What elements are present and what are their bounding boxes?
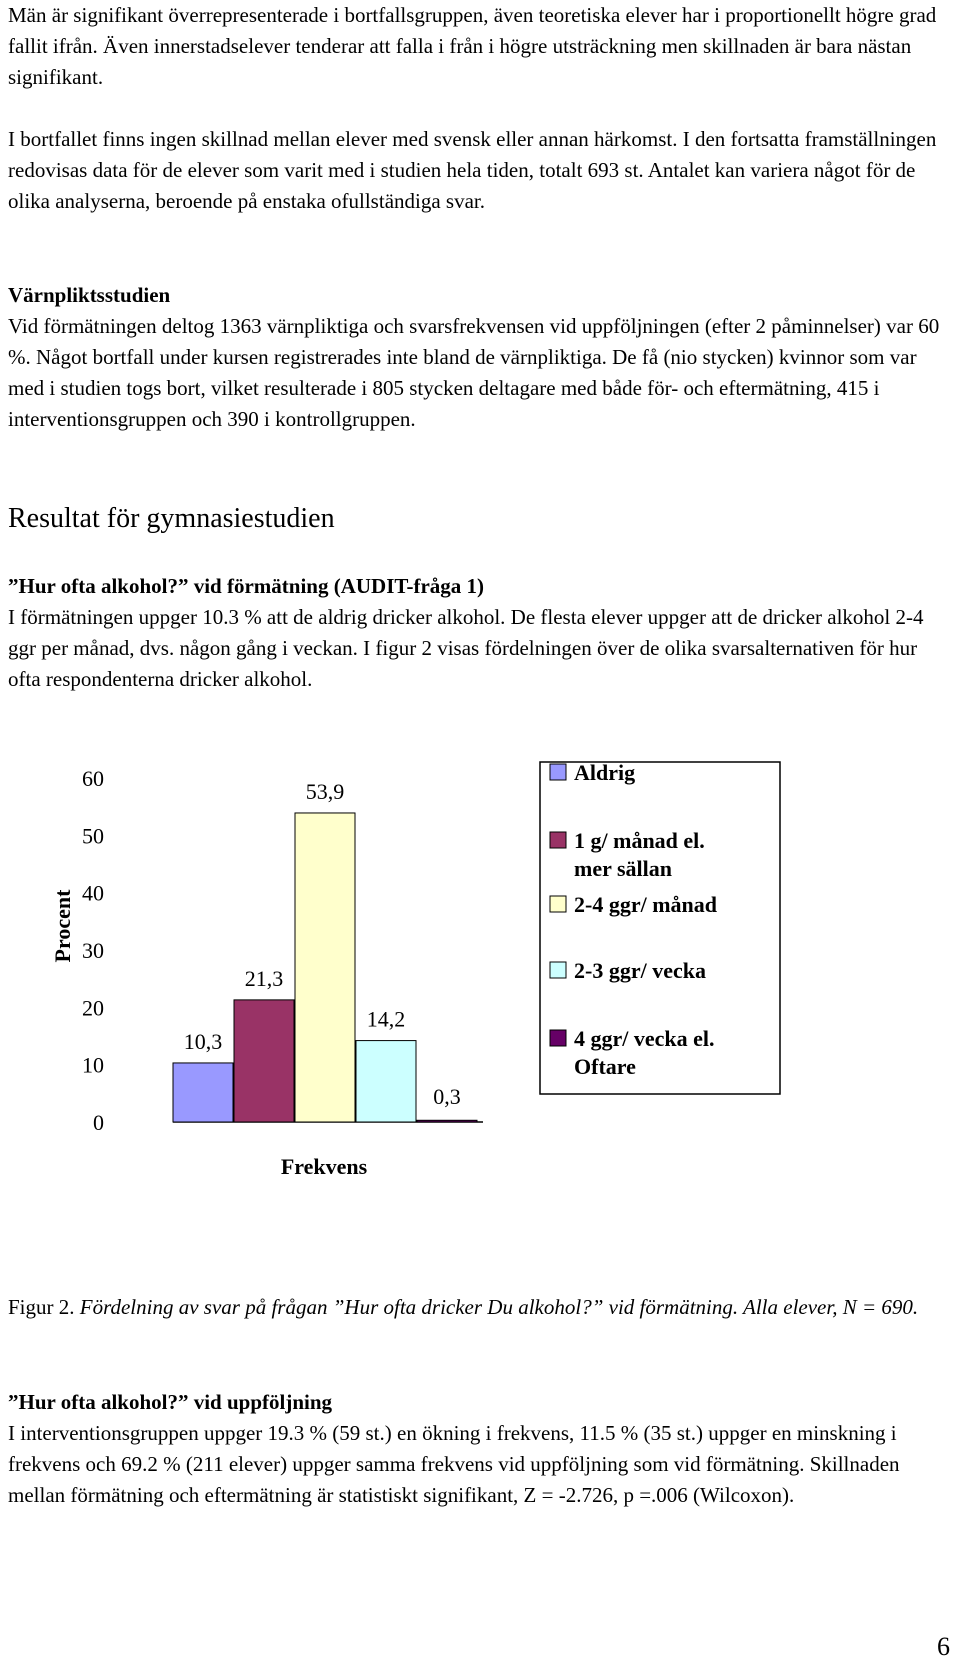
data-label: 14,2 [366, 1006, 406, 1032]
bar [295, 813, 355, 1122]
y-axis-label: Procent [50, 889, 75, 963]
legend-label: 2-4 ggr/ månad [574, 892, 717, 917]
paragraph-uppfoljning: I interventionsgruppen uppger 19.3 % (59 st.) en ökning i frekvens, 11.5 % (35 st.) uppger en minskning i frekvens och 69.2 % (211 elever) uppger samma frekvens vid uppföljning som vid förmätning. Skillnaden mellan förmätning och eftermätning är statistiskt signifikant, Z = -2.726, p =.006 (Wilcoxon). [8, 1421, 900, 1507]
legend-label: 2-3 ggr/ vecka [574, 958, 706, 983]
bar-chart [8, 750, 828, 1250]
legend-label: 4 ggr/ vecka el. Oftare [574, 1026, 715, 1079]
chart-bars [173, 779, 477, 1122]
y-tick-label: 30 [82, 938, 104, 963]
legend-label: 1 g/ månad el. mer sällan [574, 828, 705, 881]
legend-swatch [550, 1030, 566, 1046]
bar [234, 1000, 294, 1122]
heading-hur-ofta-formatning: ”Hur ofta alkohol?” vid förmätning (AUDIT-fråga 1) [8, 574, 485, 598]
y-tick-label: 60 [82, 766, 104, 791]
data-label: 21,3 [244, 965, 284, 991]
y-tick-label: 10 [82, 1052, 104, 1078]
legend-swatch [550, 764, 566, 780]
heading-varnpliktsstudien: Värnpliktsstudien [8, 283, 171, 307]
chart-legend [540, 760, 780, 1094]
data-label: 0,3 [433, 1084, 461, 1109]
bar [356, 1041, 416, 1122]
page-number: 6 [937, 1632, 950, 1661]
legend-swatch [550, 962, 566, 978]
section-title-resultat: Resultat för gymnasiestudien [8, 503, 335, 534]
y-tick-label: 50 [82, 823, 104, 849]
data-label: 53,9 [305, 778, 345, 804]
heading-hur-ofta-uppfoljning: ”Hur ofta alkohol?” vid uppföljning [8, 1390, 333, 1414]
paragraph-bortfall: I bortfallet finns ingen skillnad mellan elever med svensk eller annan härkomst. I den fortsatta framställningen redovisas data för de elever som varit med i studien hela tiden, totalt 693 st. Antalet kan variera något för de olika analyserna, beroende på enstaka ofullständiga svar. [8, 127, 937, 213]
legend-swatch [550, 896, 566, 912]
figure-caption [8, 1292, 918, 1323]
paragraph-varnplikt: Vid förmätningen deltog 1363 värnpliktiga och svarsfrekvensen vid uppföljningen (efter 2 påminnelser) var 60 %. Något bortfall under kursen registrerades inte bland de värnpliktiga. De få (nio stycken) kvinnor som var med i studien togs bort, vilket resulterade i 805 stycken deltagare med både för- och eftermätning, 415 i interventionsgruppen och 390 i kontrollgruppen. [8, 314, 940, 431]
x-axis-label: Frekvens [280, 1154, 368, 1179]
paragraph-intro: Män är signifikant överrepresenterade i bortfallsgruppen, även teoretiska elever har i proportionellt högre grad fallit ifrån. Även innerstadselever tenderar att falla i från i högre utsträckning men skillnaden är bara nästan signifikant. [8, 3, 937, 89]
figure-caption-lead: Figur 2. [8, 1295, 75, 1319]
bar [173, 1063, 233, 1122]
legend-label: Aldrig [574, 760, 636, 785]
y-tick-label: 20 [82, 995, 104, 1021]
bar [417, 1120, 477, 1122]
data-label: 10,3 [183, 1028, 223, 1054]
legend-swatch [550, 832, 566, 848]
figure-caption-text: Fördelning av svar på frågan ”Hur ofta dricker Du alkohol?” vid förmätning. Alla elever, N = 690. [74, 1295, 919, 1319]
paragraph-formatning: I förmätningen uppger 10.3 % att de aldrig dricker alkohol. De flesta elever uppger att de dricker alkohol 2-4 ggr per månad, dvs. någon gång i veckan. I figur 2 visas fördelningen över de olika svarsalternativen för hur ofta respondenterna dricker alkohol. [8, 605, 924, 691]
y-tick-label: 0 [93, 1110, 104, 1135]
y-tick-label: 40 [82, 880, 104, 906]
